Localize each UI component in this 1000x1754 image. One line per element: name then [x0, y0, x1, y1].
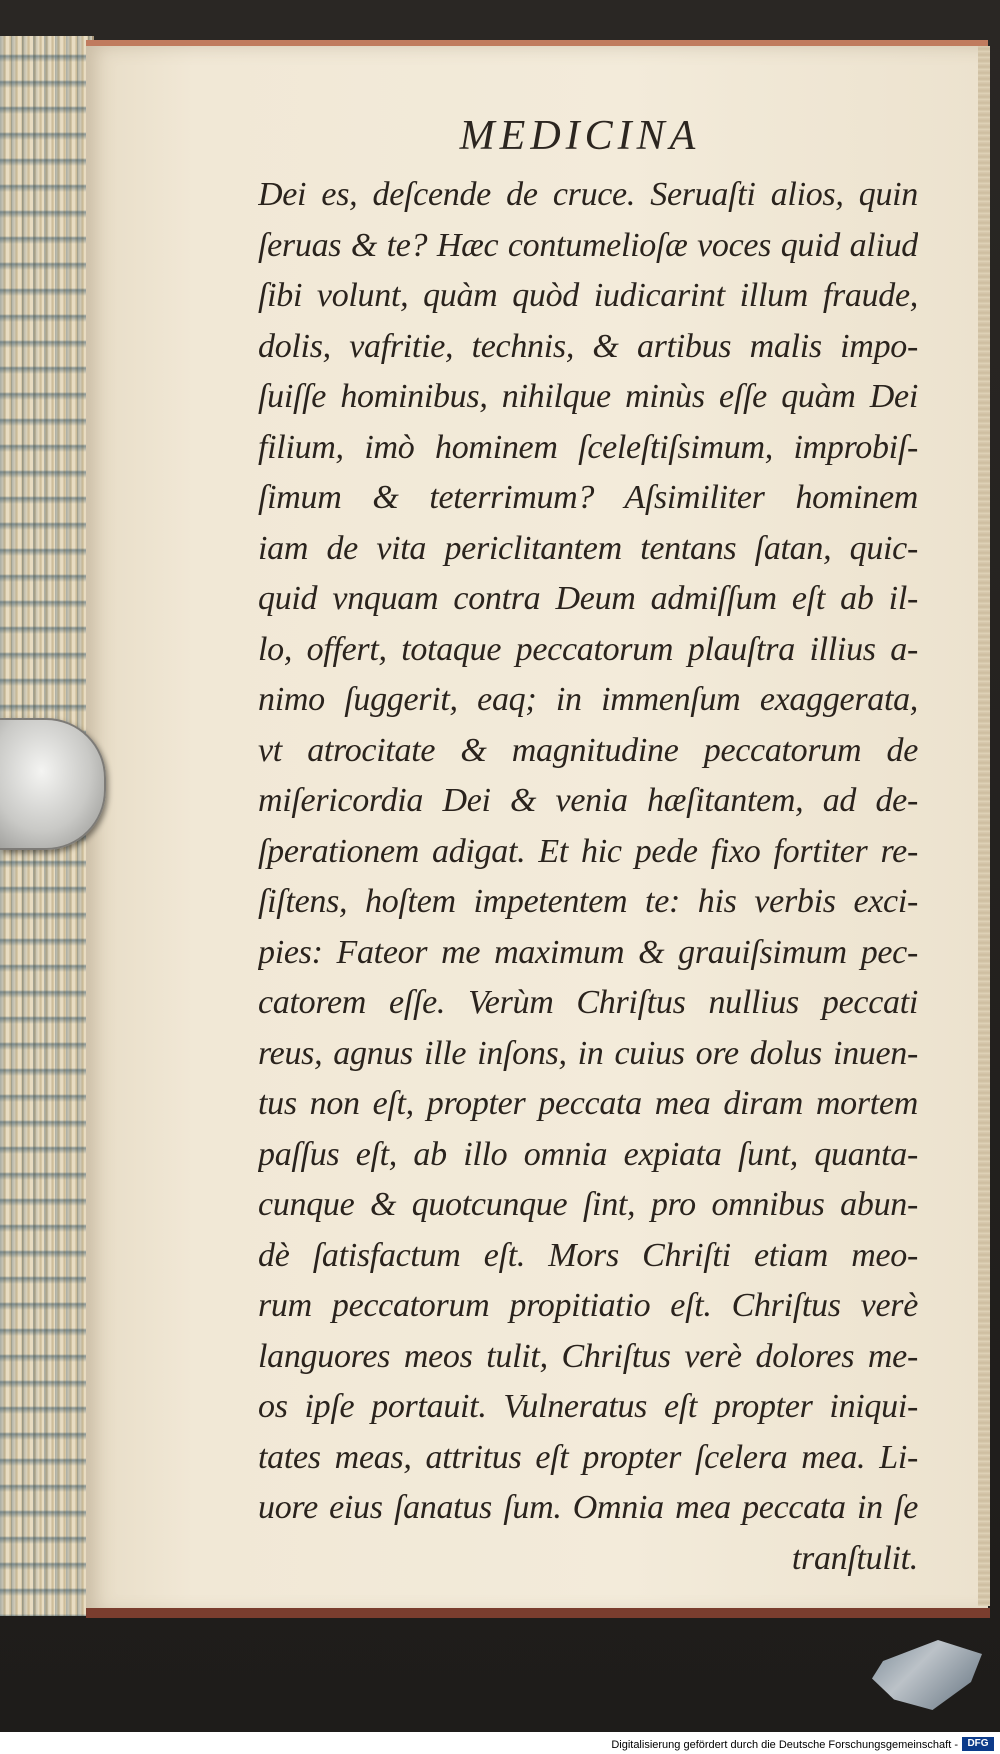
- page-right-edge: [978, 46, 990, 1606]
- text-line: pies: Fateor me maximum & grauiſsimum pec-: [258, 933, 918, 971]
- text-line: uore eius ſanatus ſum. Omnia mea peccata in ſe: [258, 1489, 918, 1526]
- dfg-logo-icon: DFG: [962, 1737, 994, 1751]
- text-line: quid vnquam contra Deum admiſſum eſt ab il-: [258, 580, 918, 617]
- text-line: dolis, vafritie, technis, & artibus malis impo-: [258, 327, 918, 365]
- running-head: MEDICINA: [459, 113, 701, 159]
- text-line: ſibi volunt, quàm quòd iudicarint illum fraude,: [258, 277, 918, 314]
- text-line: ſuiſſe hominibus, nihilque minùs eſſe quàm Dei: [258, 378, 918, 415]
- text-line: miſericordia Dei & venia hæſitantem, ad de-: [258, 782, 918, 819]
- text-line: cunque & quotcunque ſint, pro omnibus abun-: [258, 1186, 918, 1223]
- text-line: ſperationem adigat. Et hic pede fixo fortiter re-: [258, 832, 918, 870]
- footer-bar: [0, 1732, 1000, 1754]
- text-line: tus non eſt, propter peccata mea diram mortem: [258, 1085, 918, 1122]
- text-line: ſimum & teterrimum? Aſsimiliter hominem: [258, 479, 918, 516]
- text-line: iam de vita periclitantem tentans ſatan, quic-: [258, 529, 918, 567]
- text-line: os ipſe portauit. Vulneratus eſt propter iniqui-: [258, 1388, 918, 1425]
- page-bottom-edge: [86, 1608, 990, 1618]
- text-line: rum peccatorum propitiatio eſt. Chriſtus verè: [258, 1287, 918, 1324]
- text-line: languores meos tulit, Chriſtus verè dolores me-: [258, 1337, 918, 1375]
- text-line: ſiſtens, hoſtem impetentem te: his verbis exci-: [258, 883, 918, 920]
- text-line: filium, imò hominem ſceleſtiſsimum, improbiſ-: [258, 428, 918, 466]
- text-line: catorem eſſe. Verùm Chriſtus nullius peccati: [258, 984, 918, 1021]
- text-line: Dei es, deſcende de cruce. Seruaſti alios, quin: [258, 176, 918, 213]
- text-line: ſeruas & te? Hæc contumelioſæ voces quid aliud: [258, 226, 918, 264]
- page-clip: [0, 718, 106, 850]
- footer-credit: Digitalisierung gefördert durch die Deutsche Forschungsgemeinschaft -: [611, 1739, 958, 1751]
- text-line: dè ſatisfactum eſt. Mors Chriſti etiam meo-: [258, 1236, 918, 1274]
- text-line: lo, offert, totaque peccatorum plauſtra illius a-: [258, 630, 918, 668]
- text-line: reus, agnus ille inſons, in cuius ore dolus inuen-: [258, 1034, 918, 1072]
- text-line: vt atrocitate & magnitudine peccatorum de: [258, 731, 918, 769]
- text-line: nimo ſuggerit, eaq; in immenſum exaggerata,: [258, 681, 918, 718]
- catchword: tranſtulit.: [791, 1539, 918, 1577]
- text-line: paſſus eſt, ab illo omnia expiata ſunt, quanta-: [258, 1135, 918, 1173]
- text-line: tates meas, attritus eſt propter ſcelera mea. Li-: [258, 1438, 918, 1476]
- text-block: [258, 170, 918, 1584]
